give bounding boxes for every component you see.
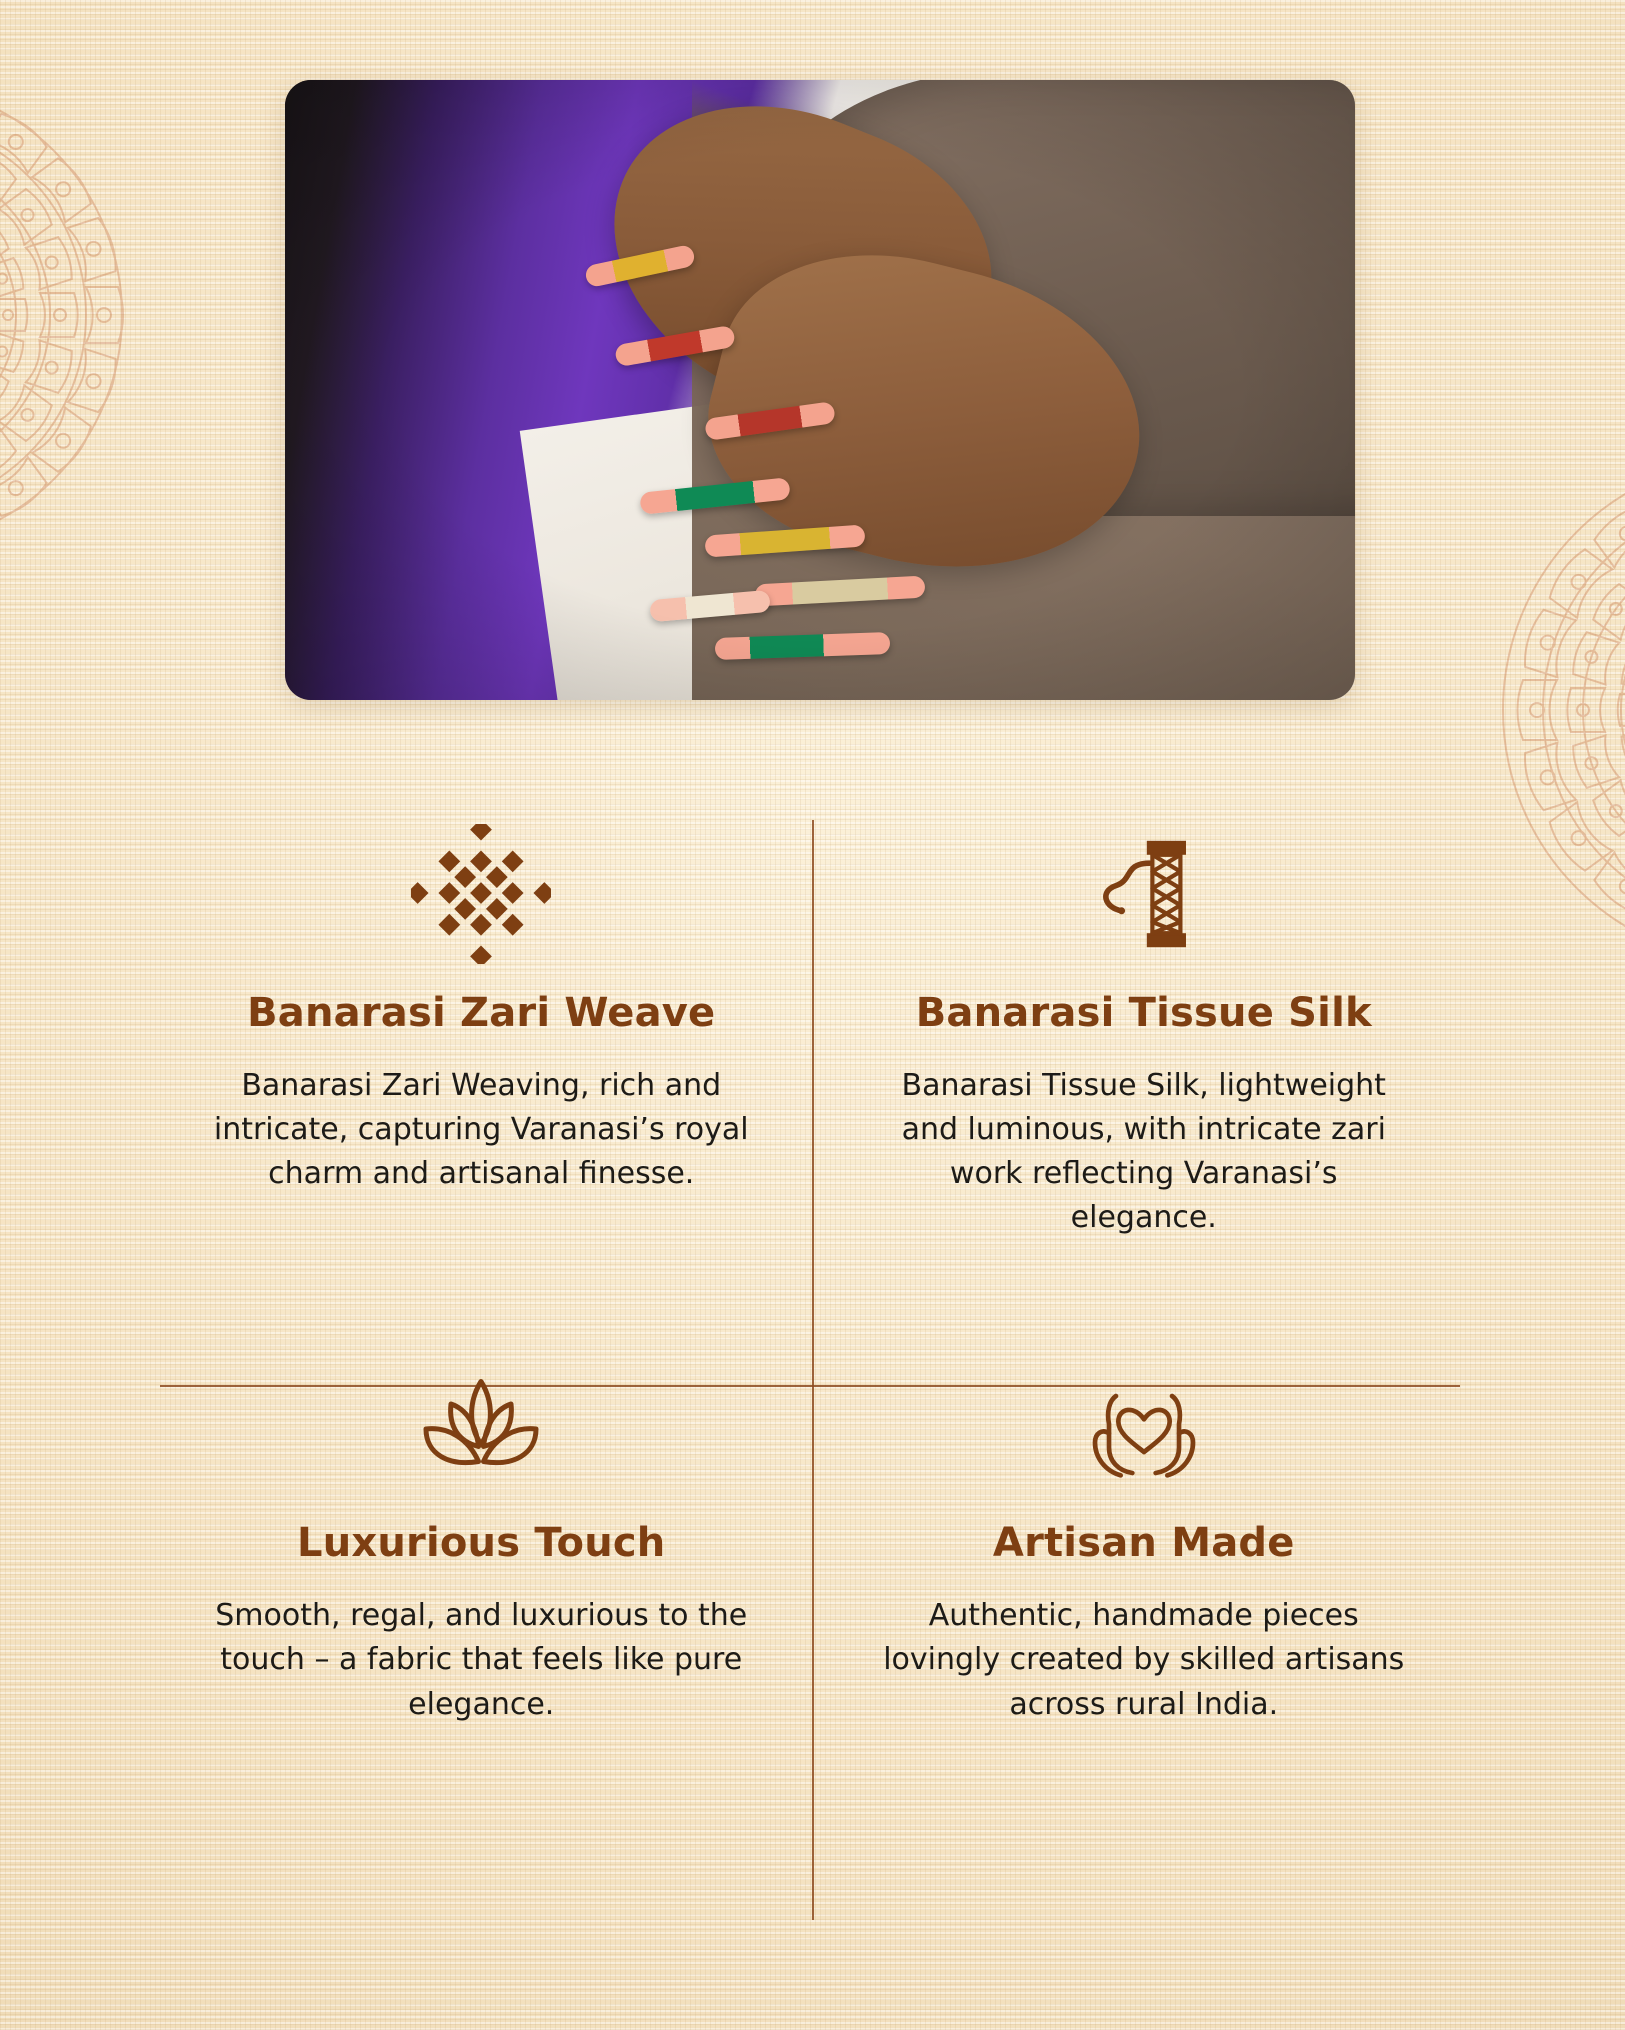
handloom-photo bbox=[285, 80, 1355, 700]
feature-card-luxurious-touch bbox=[150, 1280, 813, 1766]
feature-title: Artisan Made bbox=[992, 1520, 1295, 1567]
feature-title: Luxurious Touch bbox=[297, 1520, 666, 1567]
photo-vignette bbox=[285, 80, 1355, 700]
feature-grid bbox=[150, 800, 1475, 1767]
mandala-ornament-left bbox=[0, 55, 250, 575]
feature-description: Banarasi Tissue Silk, lightweight and luminous, with intricate zari work reflecting Varanasi’s elegance. bbox=[901, 1068, 1386, 1236]
feature-card-zari-weave bbox=[150, 800, 813, 1280]
feature-description: Authentic, handmade pieces lovingly created by skilled artisans across rural India. bbox=[883, 1598, 1405, 1722]
feature-title: Banarasi Zari Weave bbox=[247, 990, 716, 1036]
hands-heart-icon bbox=[875, 1354, 1414, 1494]
feature-card-artisan-made bbox=[813, 1280, 1476, 1766]
thread-spool-icon bbox=[875, 824, 1414, 964]
feature-description: Banarasi Zari Weaving, rich and intricate, capturing Varanasi’s royal charm and artisanal finesse. bbox=[213, 1068, 749, 1192]
hero-image bbox=[285, 80, 1355, 700]
lotus-icon bbox=[212, 1354, 751, 1494]
weave-knot-icon bbox=[212, 824, 751, 964]
feature-card-tissue-silk bbox=[813, 800, 1476, 1280]
feature-description: Smooth, regal, and luxurious to the touch – a fabric that feels like pure elegance. bbox=[215, 1598, 748, 1722]
feature-title: Banarasi Tissue Silk bbox=[915, 990, 1372, 1036]
